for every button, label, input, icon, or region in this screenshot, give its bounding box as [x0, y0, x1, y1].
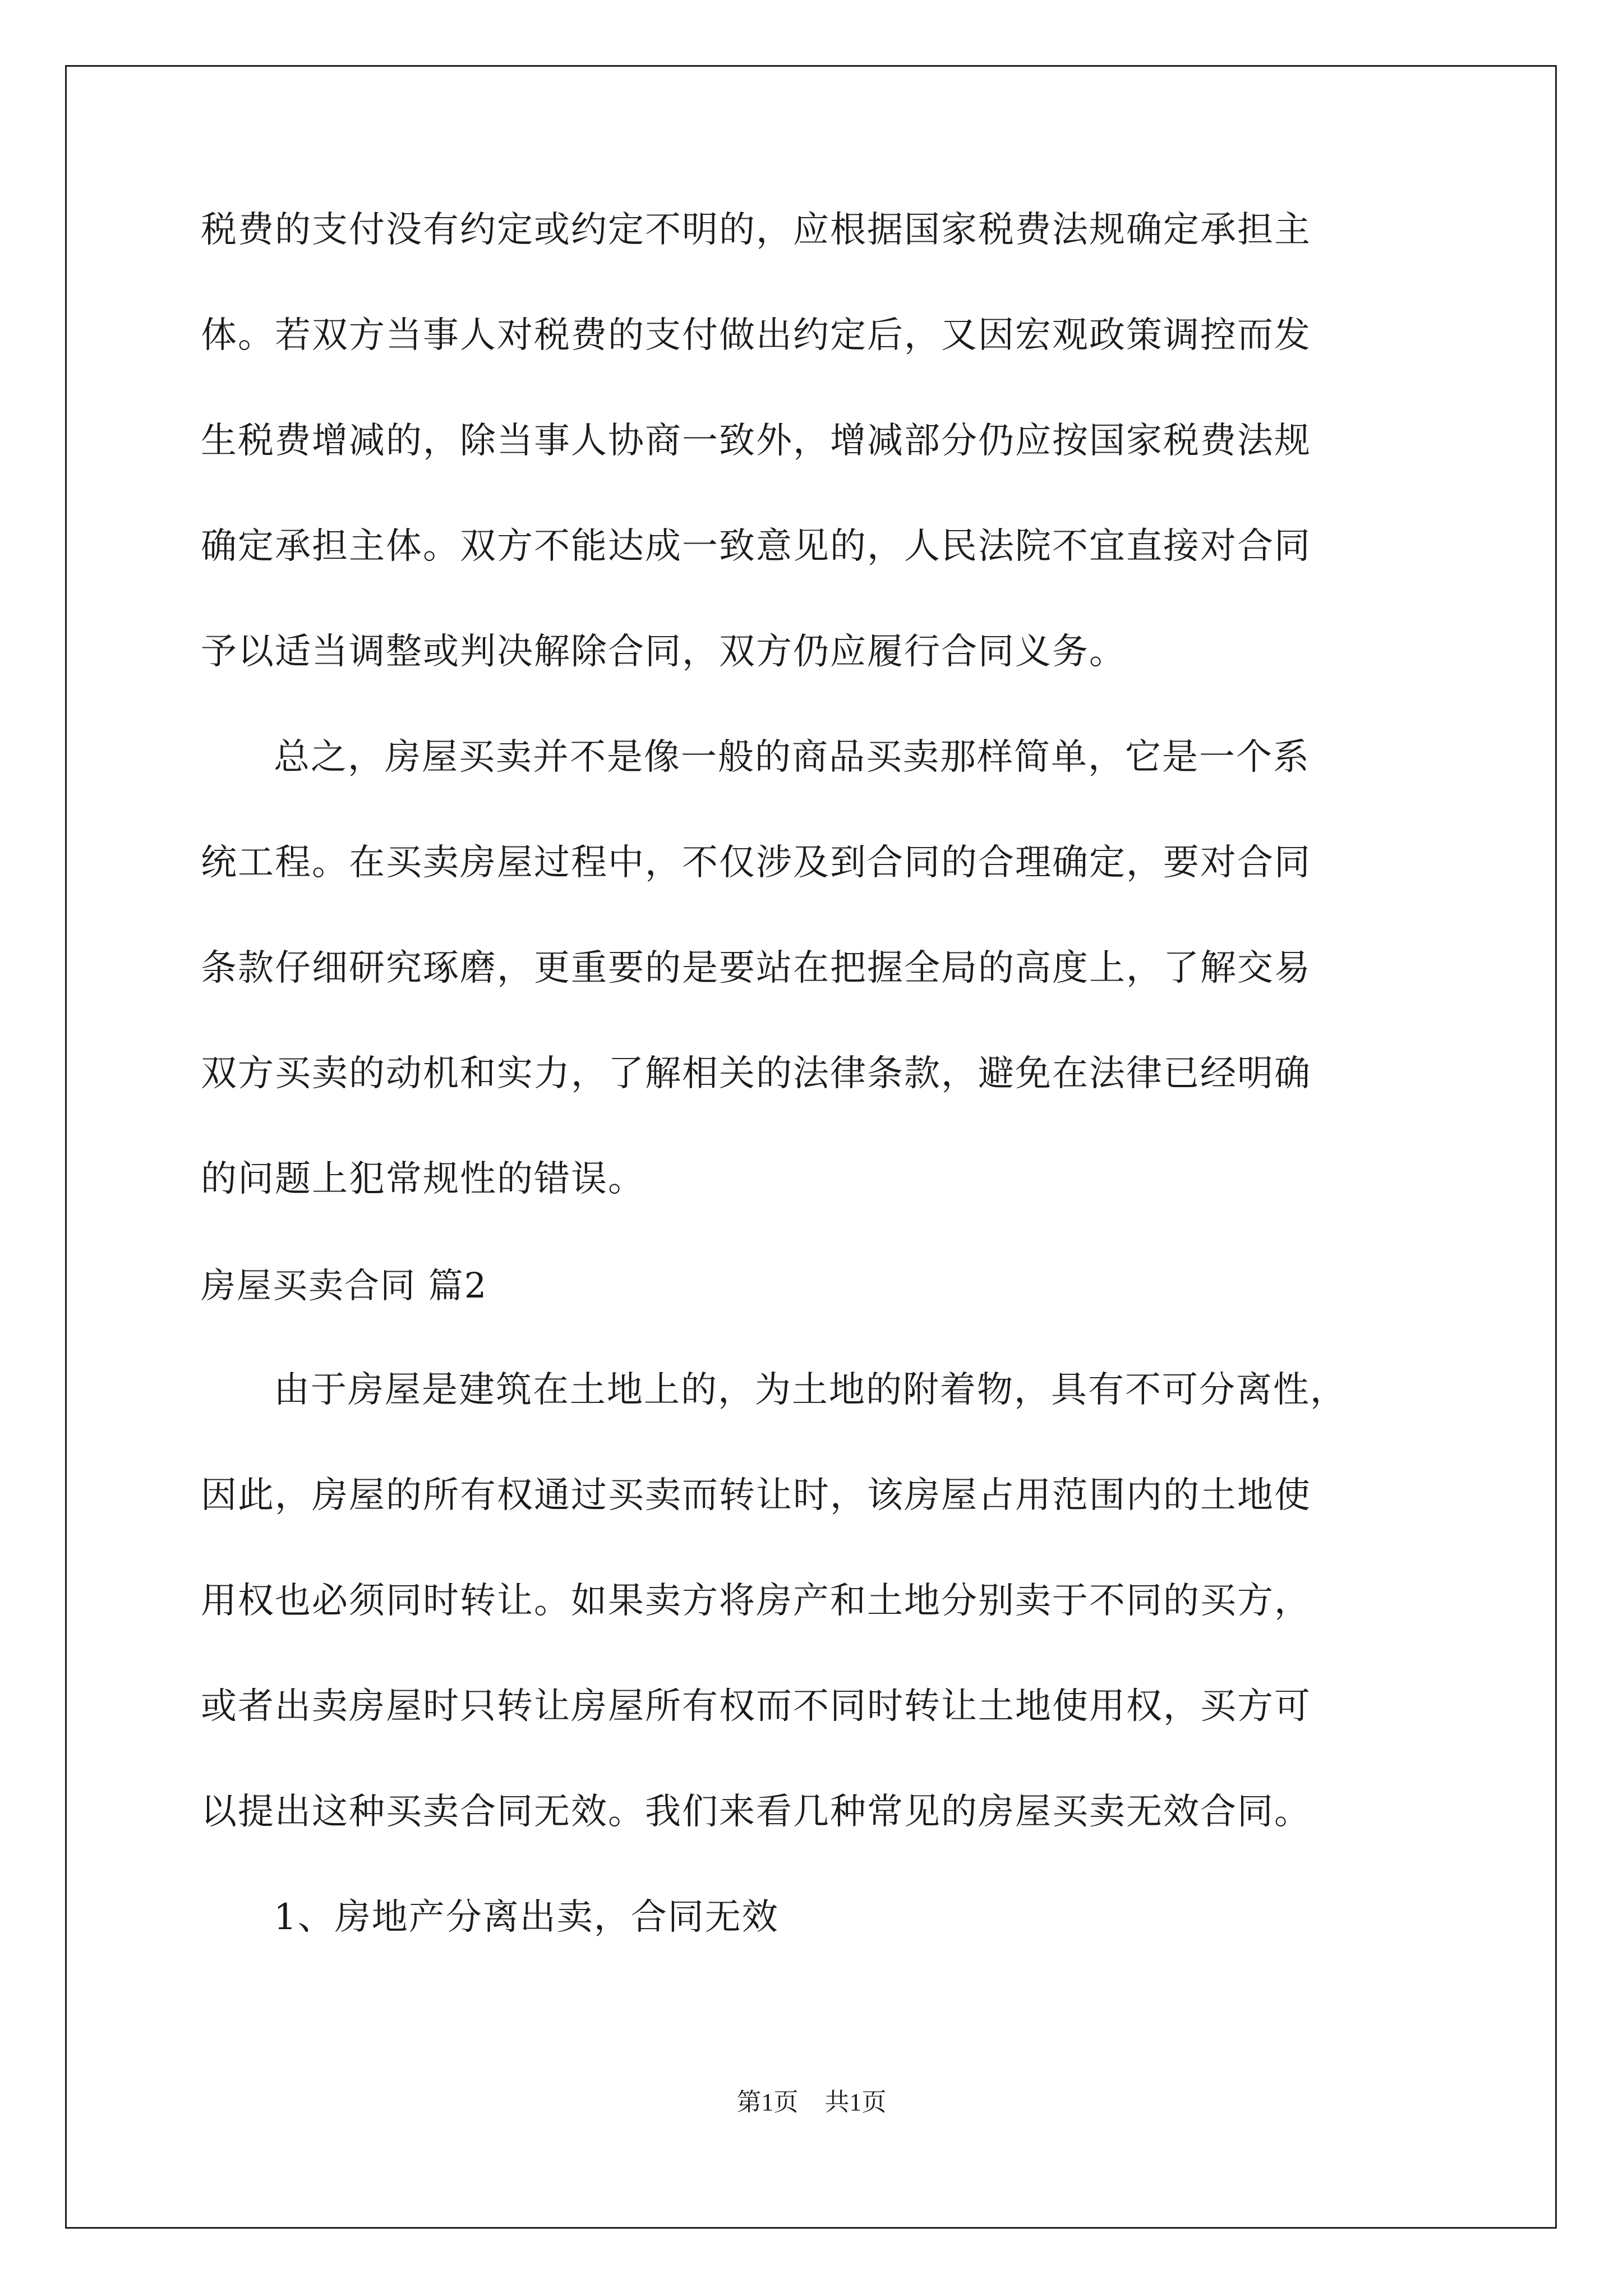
paragraph-line: 或者出卖房屋时只转让房屋所有权而不同时转让土地使用权，买方可: [201, 1686, 1311, 1727]
page-total: 共1页: [824, 2088, 887, 2116]
paragraph-line: 条款仔细研究琢磨，更重要的是要站在把握全局的高度上，了解交易: [201, 947, 1311, 989]
paragraph-line: 予以适当调整或判决解除合同，双方仍应履行合同义务。: [201, 631, 1126, 673]
page-number: 第1页: [736, 2088, 799, 2116]
paragraph-line: 体。若双方当事人对税费的支付做出约定后，又因宏观政策调控而发: [201, 315, 1311, 356]
paragraph-line: 总之，房屋买卖并不是像一般的商品买卖那样简单，它是一个系: [274, 737, 1310, 778]
paragraph-line: 以提出这种买卖合同无效。我们来看几种常见的房屋买卖无效合同。: [201, 1791, 1311, 1833]
paragraph-line: 税费的支付没有约定或约定不明的，应根据国家税费法规确定承担主: [201, 209, 1311, 251]
paragraph-line: 1、房地产分离出卖，合同无效: [274, 1897, 779, 1938]
paragraph-line: 由于房屋是建筑在土地上的，为土地的附着物，具有不可分离性，: [274, 1369, 1347, 1411]
paragraph-line: 双方买卖的动机和实力，了解相关的法律条款，避免在法律已经明确: [201, 1053, 1311, 1094]
paragraph-line: 生税费增减的，除当事人协商一致外，增减部分仍应按国家税费法规: [201, 420, 1311, 462]
page-footer: [0, 2087, 1623, 2118]
paragraph-line: 用权也必须同时转让。如果卖方将房产和土地分别卖于不同的买方，: [201, 1580, 1311, 1622]
section-heading: 房屋买卖合同 篇2: [201, 1265, 488, 1306]
paragraph-line: 的问题上犯常规性的错误。: [201, 1158, 645, 1200]
paragraph-line: 确定承担主体。双方不能达成一致意见的，人民法院不宜直接对合同: [201, 526, 1311, 567]
paragraph-line: 因此，房屋的所有权通过买卖而转让时，该房屋占用范围内的土地使: [201, 1475, 1311, 1516]
paragraph-line: 统工程。在买卖房屋过程中，不仅涉及到合同的合理确定，要对合同: [201, 842, 1311, 884]
